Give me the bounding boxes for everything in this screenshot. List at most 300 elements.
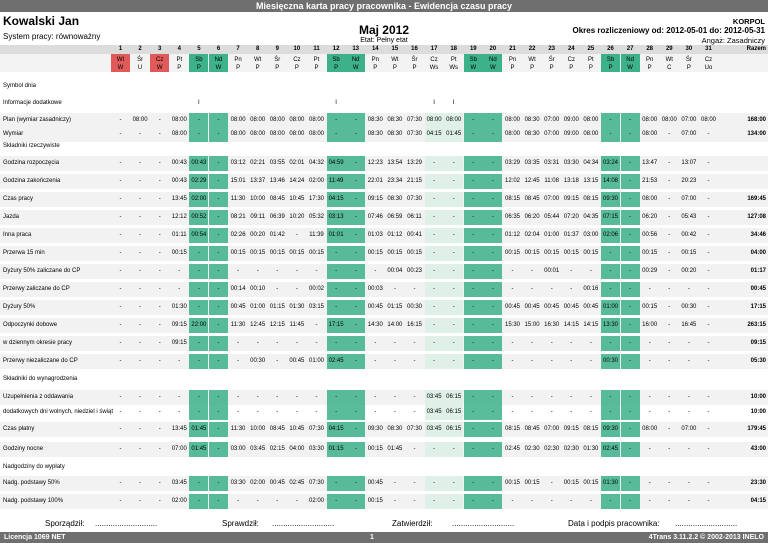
table-cell: 02:30 xyxy=(544,446,560,452)
table-cell: 13:54 xyxy=(387,160,403,166)
table-cell: - xyxy=(374,268,377,274)
table-cell: - xyxy=(707,286,710,292)
table-cell: 07:00 xyxy=(171,446,187,452)
table-cell: - xyxy=(276,409,279,415)
row-sum: 134:00 xyxy=(747,131,766,137)
table-cell: - xyxy=(335,394,338,400)
table-cell: - xyxy=(158,480,161,486)
day-symbol: W xyxy=(490,65,496,71)
table-cell: - xyxy=(687,358,690,364)
table-cell: - xyxy=(629,286,632,292)
table-cell: - xyxy=(197,117,200,123)
table-cell: - xyxy=(413,340,416,346)
sporzadzil-label: Sporządził: xyxy=(45,519,85,528)
table-cell: 06:15 xyxy=(446,426,462,432)
table-cell: 12:12 xyxy=(171,214,187,220)
table-cell: - xyxy=(629,409,632,415)
table-cell: - xyxy=(629,178,632,184)
day-symbol: P xyxy=(569,65,574,71)
table-cell: - xyxy=(491,196,494,202)
day-number: 22 xyxy=(528,46,536,52)
table-cell: - xyxy=(472,304,475,310)
table-cell: 02:00 xyxy=(191,196,207,202)
table-cell: - xyxy=(217,409,220,415)
table-cell: - xyxy=(119,178,122,184)
table-cell: 07:15 xyxy=(602,214,618,220)
day-symbol: P xyxy=(255,65,260,71)
table-cell: - xyxy=(158,426,161,432)
table-cell: 16:00 xyxy=(642,322,658,328)
table-cell: 15:01 xyxy=(230,178,246,184)
table-cell: 08:00 xyxy=(250,117,266,123)
table-cell: 15:00 xyxy=(524,322,540,328)
table-cell: 13:37 xyxy=(250,178,266,184)
table-cell: 09:30 xyxy=(367,426,383,432)
day-symbol: W xyxy=(627,65,633,71)
table-cell: - xyxy=(472,286,475,292)
table-cell: - xyxy=(433,250,436,256)
table-cell: - xyxy=(256,409,259,415)
table-cell: - xyxy=(197,498,200,504)
table-cell: - xyxy=(609,250,612,256)
day-name: Śr xyxy=(685,57,692,63)
table-cell: 00:41 xyxy=(406,232,422,238)
day-name: Śr xyxy=(274,57,281,63)
table-cell: - xyxy=(354,322,357,328)
table-cell: - xyxy=(354,446,357,452)
month-label: Maj 2012 xyxy=(358,23,410,37)
table-cell: - xyxy=(648,446,651,452)
day-number: 10 xyxy=(293,46,301,52)
table-cell: - xyxy=(413,394,416,400)
table-cell: - xyxy=(433,178,436,184)
table-cell: - xyxy=(413,480,416,486)
table-cell: - xyxy=(158,232,161,238)
table-cell: 06:15 xyxy=(446,409,462,415)
table-cell: - xyxy=(491,268,494,274)
table-cell: 00:14 xyxy=(230,286,246,292)
table-cell: 13:46 xyxy=(269,178,285,184)
table-cell: 05:44 xyxy=(544,214,560,220)
day-symbol: P xyxy=(412,65,417,71)
table-cell: - xyxy=(668,304,671,310)
day-symbol: P xyxy=(294,65,299,71)
table-cell: - xyxy=(491,446,494,452)
table-cell: - xyxy=(178,286,181,292)
table-cell: - xyxy=(629,268,632,274)
table-cell: - xyxy=(707,131,710,137)
table-cell: - xyxy=(433,196,436,202)
table-cell: - xyxy=(393,358,396,364)
table-cell: 01:30 xyxy=(171,304,187,310)
table-cell: 07:00 xyxy=(544,196,560,202)
day-number: 9 xyxy=(275,46,279,52)
table-cell: 02:30 xyxy=(524,446,540,452)
table-cell: I xyxy=(335,100,337,106)
table-cell: 07:20 xyxy=(563,214,579,220)
table-cell: 02:15 xyxy=(269,446,285,452)
table-cell: - xyxy=(217,446,220,452)
table-cell: - xyxy=(413,409,416,415)
table-cell: - xyxy=(354,117,357,123)
table-cell: 08:00 xyxy=(269,131,285,137)
table-cell: - xyxy=(335,480,338,486)
table-cell: - xyxy=(531,409,534,415)
day-symbol: P xyxy=(588,65,593,71)
day-symbol: W xyxy=(156,65,163,71)
table-cell: - xyxy=(668,409,671,415)
table-cell: - xyxy=(629,196,632,202)
table-cell: - xyxy=(472,322,475,328)
row-label: Plan (wymiar zasadniczy) xyxy=(3,117,72,123)
table-cell: 01:01 xyxy=(328,232,344,238)
table-cell: 09:15 xyxy=(367,196,383,202)
row-sum: 01:17 xyxy=(750,268,766,274)
table-cell: 02:21 xyxy=(250,160,266,166)
table-cell: 01:30 xyxy=(602,480,618,486)
table-cell: 12:02 xyxy=(504,178,520,184)
table-cell: 01:30 xyxy=(289,304,305,310)
table-cell: - xyxy=(491,394,494,400)
table-cell: - xyxy=(139,286,142,292)
table-cell: - xyxy=(629,250,632,256)
table-cell: - xyxy=(687,498,690,504)
table-cell: 00:45 xyxy=(504,304,520,310)
table-cell: - xyxy=(197,304,200,310)
day-number: 19 xyxy=(469,46,477,52)
table-cell: 11:45 xyxy=(289,322,305,328)
table-cell: - xyxy=(687,446,690,452)
table-cell: 08:30 xyxy=(387,131,403,137)
table-cell: 08:00 xyxy=(171,131,187,137)
table-cell: - xyxy=(119,196,122,202)
day-symbol: P xyxy=(647,65,652,71)
table-cell: 01:45 xyxy=(387,446,403,452)
day-symbol: P xyxy=(275,65,280,71)
table-cell: 01:45 xyxy=(446,131,462,137)
day-symbol: P xyxy=(530,65,535,71)
table-cell: - xyxy=(413,446,416,452)
day-name: Pn xyxy=(646,57,654,63)
table-cell: - xyxy=(452,196,455,202)
table-cell: 13:30 xyxy=(602,322,618,328)
table-cell: - xyxy=(629,394,632,400)
table-cell: 13:45 xyxy=(171,426,187,432)
row-sum: 10:00 xyxy=(750,394,766,400)
day-name: Śr xyxy=(411,57,418,63)
day-name: Cz xyxy=(567,57,575,63)
table-cell: - xyxy=(354,131,357,137)
table-cell: 03:45 xyxy=(250,446,266,452)
table-cell: - xyxy=(589,358,592,364)
table-cell: - xyxy=(452,268,455,274)
day-symbol: P xyxy=(236,65,241,71)
day-symbol: P xyxy=(549,65,554,71)
table-cell: - xyxy=(550,409,553,415)
sprawdzil-label: Sprawdził: xyxy=(222,519,259,528)
table-cell: - xyxy=(335,409,338,415)
day-name: Pn xyxy=(508,57,517,63)
row-sum: 43:00 xyxy=(750,446,766,452)
table-cell: - xyxy=(472,480,475,486)
table-cell: 15:30 xyxy=(504,322,520,328)
day-symbol: C xyxy=(667,65,672,71)
day-symbol: W xyxy=(215,65,222,71)
table-cell: - xyxy=(197,250,200,256)
table-cell: - xyxy=(433,446,436,452)
table-cell: 00:04 xyxy=(387,268,403,274)
table-cell: - xyxy=(472,446,475,452)
table-cell: - xyxy=(687,480,690,486)
table-cell: 02:00 xyxy=(171,498,187,504)
table-cell: 00:20 xyxy=(681,268,697,274)
table-cell: - xyxy=(158,286,161,292)
table-cell: 02:04 xyxy=(524,232,540,238)
table-cell: - xyxy=(531,394,534,400)
table-cell: - xyxy=(119,446,122,452)
table-cell: - xyxy=(374,409,377,415)
table-cell: - xyxy=(668,358,671,364)
table-cell: - xyxy=(354,160,357,166)
table-cell: - xyxy=(707,250,710,256)
table-cell: - xyxy=(629,117,632,123)
table-cell: - xyxy=(139,268,142,274)
company-name: KORPOL xyxy=(732,17,765,26)
table-cell: - xyxy=(139,196,142,202)
table-cell: - xyxy=(119,250,122,256)
etat-label: Etat: Pełny etat xyxy=(360,37,408,44)
table-cell: 11:30 xyxy=(230,322,246,328)
table-cell: - xyxy=(472,394,475,400)
table-cell: 08:45 xyxy=(524,196,540,202)
table-cell: - xyxy=(433,322,436,328)
table-cell: - xyxy=(139,409,142,415)
table-cell: - xyxy=(217,286,220,292)
table-cell: - xyxy=(511,394,514,400)
table-cell: 13:18 xyxy=(563,178,579,184)
table-cell: 06:11 xyxy=(407,214,422,220)
table-cell: 13:47 xyxy=(642,160,658,166)
table-cell: - xyxy=(217,480,220,486)
table-cell: 01:03 xyxy=(367,232,383,238)
table-cell: 00:43 xyxy=(191,160,207,166)
table-cell: 09:00 xyxy=(563,117,579,123)
table-cell: - xyxy=(707,340,710,346)
table-cell: 03:00 xyxy=(230,446,246,452)
table-cell: I xyxy=(433,100,435,106)
table-cell: - xyxy=(629,426,632,432)
table-cell: 02:00 xyxy=(308,498,324,504)
table-cell: 01:45 xyxy=(191,446,207,452)
table-cell: - xyxy=(433,286,436,292)
table-cell: 09:00 xyxy=(563,131,579,137)
table-cell: - xyxy=(119,340,122,346)
table-cell: - xyxy=(452,446,455,452)
table-cell: - xyxy=(491,214,494,220)
table-cell: 03:31 xyxy=(544,160,560,166)
table-cell: - xyxy=(629,498,632,504)
table-cell: - xyxy=(139,358,142,364)
day-number: 29 xyxy=(665,46,673,52)
table-cell: - xyxy=(433,214,436,220)
table-cell: - xyxy=(139,426,142,432)
day-name: Nd xyxy=(626,57,634,63)
row-label: Inna praca xyxy=(3,232,32,238)
table-cell: 00:15 xyxy=(504,480,520,486)
table-cell: I xyxy=(452,100,455,106)
table-cell: - xyxy=(511,268,514,274)
table-cell: - xyxy=(335,286,338,292)
table-cell: 21:53 xyxy=(642,178,658,184)
table-cell: 04:15 xyxy=(328,196,344,202)
table-cell: - xyxy=(433,160,436,166)
table-cell: - xyxy=(139,131,142,137)
table-cell: - xyxy=(707,409,710,415)
footer-bar xyxy=(0,532,768,543)
table-cell: - xyxy=(452,250,455,256)
table-cell: 14:00 xyxy=(387,322,403,328)
table-cell: 08:15 xyxy=(504,426,520,432)
day-number: 7 xyxy=(236,46,240,52)
table-cell: - xyxy=(707,358,710,364)
table-cell: 07:30 xyxy=(406,426,422,432)
table-cell: 00:15 xyxy=(171,250,187,256)
table-cell: 08:00 xyxy=(426,117,442,123)
table-cell: - xyxy=(491,160,494,166)
table-cell: 07:46 xyxy=(367,214,383,220)
table-cell: 13:45 xyxy=(171,196,187,202)
table-cell: - xyxy=(472,214,475,220)
table-cell: - xyxy=(531,498,534,504)
table-cell: - xyxy=(433,340,436,346)
table-cell: - xyxy=(139,480,142,486)
table-cell: - xyxy=(119,304,122,310)
table-cell: - xyxy=(237,498,240,504)
table-cell: - xyxy=(139,304,142,310)
table-cell: 00:45 xyxy=(524,304,540,310)
table-cell: - xyxy=(335,340,338,346)
table-cell: - xyxy=(276,268,279,274)
table-cell: 00:16 xyxy=(583,286,599,292)
table-cell: - xyxy=(217,340,220,346)
table-cell: - xyxy=(354,358,357,364)
table-cell: 06:20 xyxy=(642,214,658,220)
day-name: Wt xyxy=(116,57,125,63)
table-cell: 08:00 xyxy=(308,131,324,137)
table-cell: 08:30 xyxy=(367,117,383,123)
table-cell: - xyxy=(158,214,161,220)
table-cell: - xyxy=(354,232,357,238)
table-cell: - xyxy=(550,498,553,504)
row-label: Jazda xyxy=(3,214,20,220)
table-cell: - xyxy=(119,286,122,292)
table-cell: 22:00 xyxy=(191,322,207,328)
table-cell: - xyxy=(335,304,338,310)
table-cell: - xyxy=(609,117,612,123)
table-cell: - xyxy=(256,268,259,274)
day-number: 28 xyxy=(646,46,654,52)
table-cell: - xyxy=(570,498,573,504)
table-cell: - xyxy=(354,268,357,274)
row-label: Godzina zakończenia xyxy=(3,178,61,184)
table-cell: - xyxy=(511,409,514,415)
table-cell: - xyxy=(158,178,161,184)
table-cell: 03:45 xyxy=(426,394,442,400)
table-cell: 11:08 xyxy=(544,178,559,184)
table-cell: 08:00 xyxy=(132,117,148,123)
table-cell: 04:59 xyxy=(328,160,344,166)
table-cell: 14:15 xyxy=(563,322,579,328)
table-cell: - xyxy=(119,409,122,415)
table-cell: 02:45 xyxy=(289,480,305,486)
table-cell: 00:29 xyxy=(642,268,658,274)
table-cell: - xyxy=(472,117,475,123)
table-cell: - xyxy=(256,498,259,504)
table-cell: - xyxy=(256,394,259,400)
row-label: Nadg. podstawy 50% xyxy=(3,480,60,486)
page-number: 1 xyxy=(370,534,374,541)
table-cell: 03:13 xyxy=(328,214,344,220)
table-cell: 03:00 xyxy=(583,232,599,238)
day-name: Wt xyxy=(254,57,262,63)
table-cell: - xyxy=(491,117,494,123)
table-cell: - xyxy=(668,394,671,400)
table-cell: - xyxy=(217,250,220,256)
table-cell: - xyxy=(452,160,455,166)
table-cell: - xyxy=(668,178,671,184)
table-cell: - xyxy=(158,250,161,256)
table-cell: 04:15 xyxy=(328,426,344,432)
table-cell: - xyxy=(139,178,142,184)
table-cell: - xyxy=(668,268,671,274)
day-symbol: P xyxy=(392,65,397,71)
table-cell: 11:30 xyxy=(230,196,246,202)
table-cell: - xyxy=(354,286,357,292)
table-cell: - xyxy=(531,268,534,274)
day-number: 25 xyxy=(587,46,595,52)
table-cell: - xyxy=(433,358,436,364)
table-cell: - xyxy=(354,394,357,400)
table-cell: 00:01 xyxy=(544,268,560,274)
table-cell: - xyxy=(707,394,710,400)
table-cell: - xyxy=(629,322,632,328)
table-cell: - xyxy=(139,394,142,400)
table-cell: - xyxy=(491,250,494,256)
table-cell: - xyxy=(589,394,592,400)
table-cell: 00:15 xyxy=(230,250,246,256)
table-cell: 00:52 xyxy=(191,214,207,220)
row-label: Przerwa 15 min xyxy=(3,250,45,256)
row-label: Godziny nocne xyxy=(3,446,44,452)
table-cell: - xyxy=(119,268,122,274)
day-name: Pn xyxy=(234,57,242,63)
table-cell: - xyxy=(668,232,671,238)
table-cell: - xyxy=(472,178,475,184)
table-cell: 03:35 xyxy=(524,160,540,166)
table-cell: 04:15 xyxy=(426,131,442,137)
table-cell: - xyxy=(609,286,612,292)
day-number: 2 xyxy=(138,46,142,52)
table-cell: - xyxy=(452,214,455,220)
table-cell: - xyxy=(158,340,161,346)
table-cell: 01:15 xyxy=(387,304,403,310)
table-cell: - xyxy=(335,268,338,274)
table-cell: - xyxy=(707,480,710,486)
row-label: Czas płatny xyxy=(3,426,35,432)
table-cell: 01:30 xyxy=(583,446,599,452)
table-cell: - xyxy=(217,358,220,364)
table-cell: 00:30 xyxy=(602,358,618,364)
